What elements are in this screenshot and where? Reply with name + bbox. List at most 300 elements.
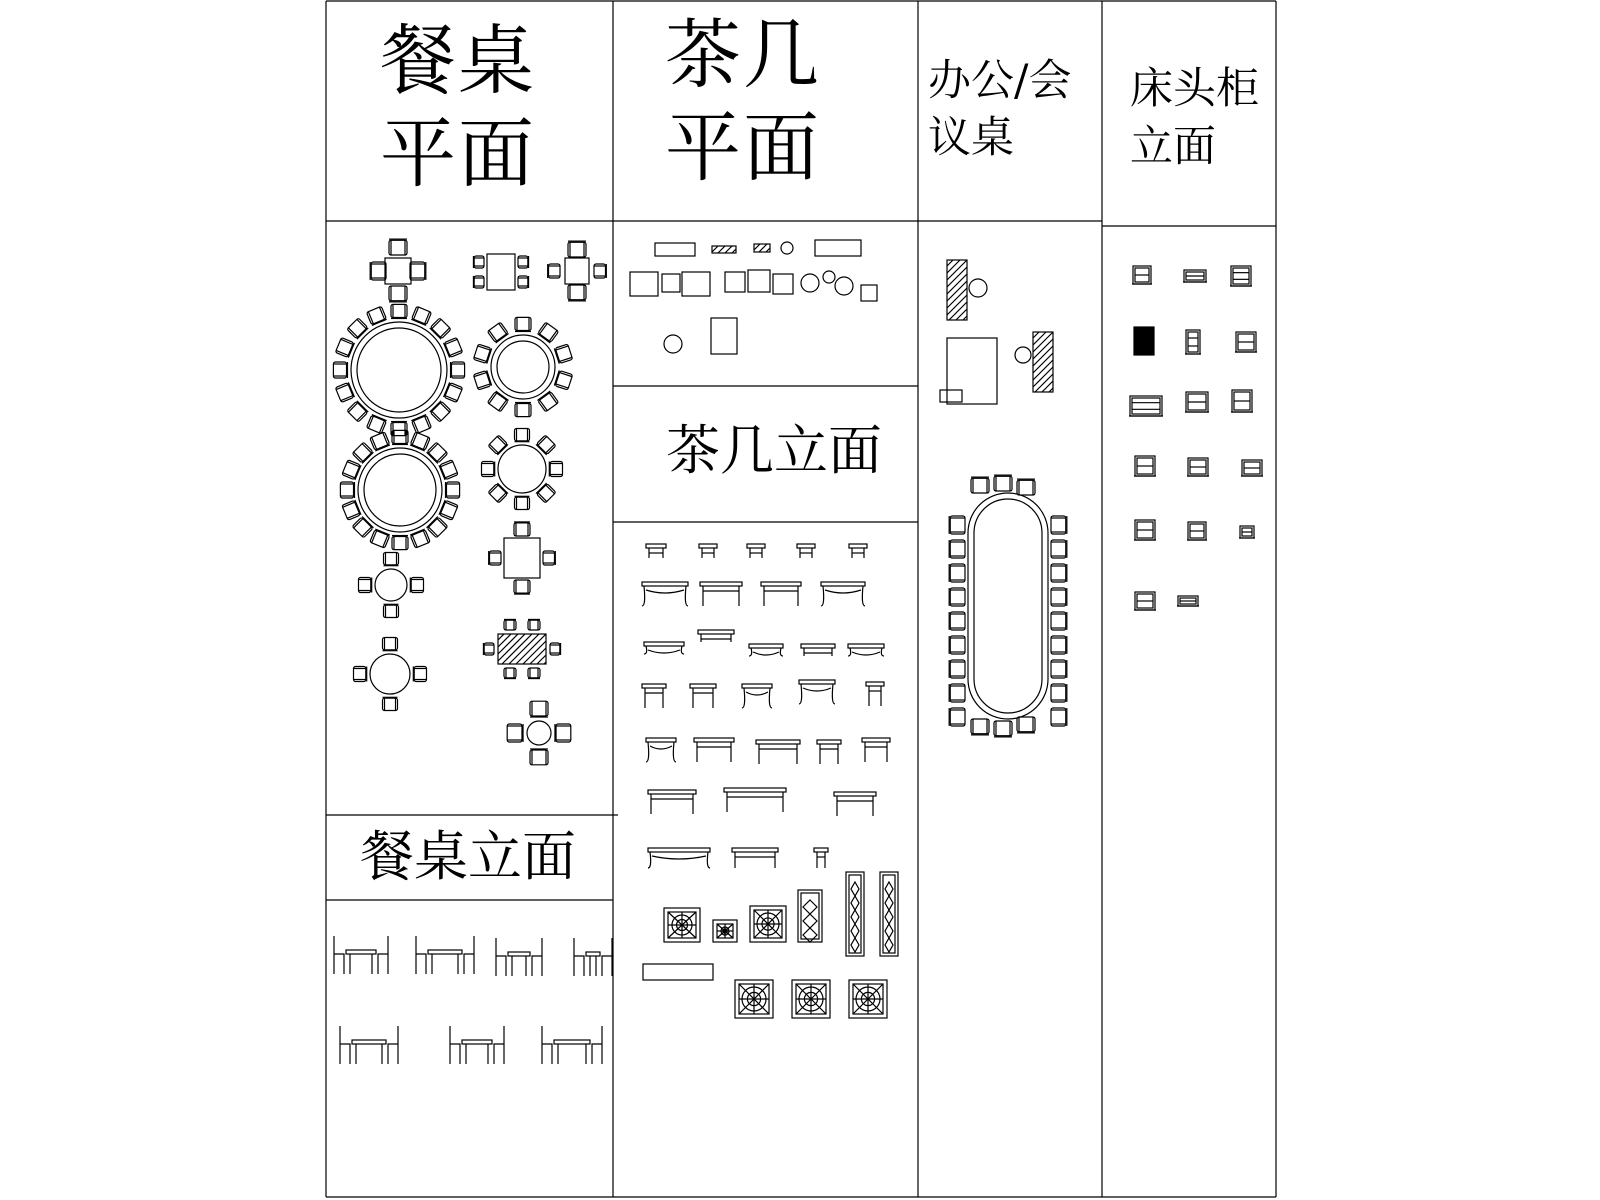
lattice-panel-symbol [750, 906, 786, 942]
cad-line-mark [797, 544, 815, 548]
cad-line-mark [532, 938, 542, 976]
cad-line-mark [494, 1026, 504, 1064]
rect-table-symbol [655, 243, 695, 256]
cad-line-mark [416, 936, 426, 974]
cad-line-mark [410, 432, 430, 451]
cad-line-mark [1017, 480, 1035, 495]
cad-line-mark [549, 462, 562, 477]
cad-line-mark [662, 274, 680, 292]
round-table-symbol [359, 553, 424, 618]
cad-line-mark [848, 644, 884, 648]
cad-line-mark [949, 564, 965, 582]
cad-line-mark [357, 401, 368, 412]
cad-line-mark [568, 242, 586, 257]
cad-line-mark [548, 264, 560, 278]
screen-panel-symbol [846, 872, 864, 956]
cad-line-mark [971, 478, 989, 493]
cad-line-mark [410, 578, 423, 593]
elevation-table-symbol [690, 684, 716, 708]
cad-line-mark [773, 274, 793, 294]
cad-line-mark [340, 482, 354, 498]
cad-line-mark [410, 529, 430, 548]
cad-line-mark [949, 540, 965, 558]
round-table-symbol [507, 701, 571, 765]
bedside-cabinet-symbol [1241, 460, 1263, 476]
rect-table-symbol [630, 272, 658, 296]
cad-line-mark [411, 415, 431, 434]
cad-line-mark [497, 341, 549, 393]
cad-line-mark [367, 306, 387, 325]
cad-line-mark [586, 952, 600, 956]
cad-line-mark [711, 318, 737, 354]
cad-line-mark [496, 938, 506, 976]
elevation-table-symbol [694, 738, 734, 762]
dining-elevation-symbol [340, 1026, 398, 1064]
cad-line-mark [949, 684, 965, 702]
cad-line-mark [1134, 327, 1154, 355]
cad-line-mark [949, 588, 965, 606]
cad-line-mark [994, 475, 1012, 491]
cad-line-mark [536, 444, 547, 455]
cad-line-mark [699, 544, 717, 548]
rect-table-symbol [725, 272, 745, 292]
cad-line-mark [718, 246, 725, 253]
cad-line-mark [1051, 516, 1067, 534]
cad-line-mark [646, 544, 666, 548]
round-table-symbol [340, 430, 459, 549]
elevation-table-symbol [646, 738, 676, 762]
screen-panel-symbol [880, 872, 898, 956]
dining-elevation-symbol [416, 936, 474, 974]
cad-line-mark [384, 553, 399, 566]
cad-line-mark [550, 643, 561, 655]
cad-line-mark [340, 1026, 350, 1064]
cad-line-mark [498, 445, 546, 493]
cad-line-mark [759, 244, 767, 252]
cad-line-mark [746, 692, 768, 695]
cad-line-mark [883, 875, 895, 953]
bedside-elevation-title-line1: 床头柜 [1130, 64, 1259, 114]
cad-line-mark [825, 590, 861, 593]
cad-line-mark [554, 370, 572, 390]
cad-line-mark [528, 668, 540, 679]
bedside-cabinet-symbol [1187, 458, 1209, 476]
cad-line-mark [881, 648, 884, 656]
dining-elevation-symbol [334, 936, 388, 974]
cad-line-mark [1051, 660, 1066, 678]
cad-line-mark [413, 667, 426, 682]
cad-line-mark [389, 239, 407, 255]
cad-line-mark [851, 896, 859, 910]
cad-line-mark [803, 688, 831, 691]
round-table-symbol [333, 304, 464, 435]
cad-line-mark [518, 276, 529, 288]
cad-line-mark [358, 448, 442, 532]
cad-line-mark [747, 544, 765, 548]
cad-line-mark [530, 701, 548, 717]
dining-plan-title-line1: 餐桌 [380, 16, 536, 105]
cad-line-mark [556, 346, 568, 350]
elevation-table-symbol [862, 738, 890, 762]
elevation-table-symbol [801, 644, 835, 656]
bedside-cabinet-symbol [1185, 330, 1201, 354]
rect-table-symbol [370, 239, 426, 302]
cad-line-mark [530, 701, 548, 716]
cad-line-mark [1051, 540, 1066, 558]
cad-line-mark [530, 750, 548, 765]
cad-line-mark [342, 460, 361, 480]
cad-line-mark [504, 619, 516, 630]
cad-line-mark [473, 344, 491, 364]
bedside-cabinet-symbol [1129, 396, 1163, 416]
elevation-table-symbol [849, 544, 867, 558]
cad-line-mark [950, 540, 965, 558]
cad-line-mark [650, 746, 672, 749]
cad-line-mark [527, 721, 551, 745]
cad-line-mark [594, 264, 606, 278]
cad-line-mark [756, 740, 800, 744]
cad-line-mark [862, 738, 890, 742]
cad-line-mark [347, 318, 368, 339]
cad-line-mark [780, 648, 783, 656]
cad-line-mark [464, 936, 474, 974]
rect-table-symbol [861, 285, 877, 301]
cad-line-mark [1051, 564, 1067, 582]
rect-table-symbol [712, 246, 736, 253]
tea-plan-title-line2: 平面 [665, 103, 821, 192]
cad-line-mark [1051, 612, 1066, 630]
cad-line-mark [673, 742, 676, 762]
cad-line-mark [555, 724, 571, 742]
cad-line-mark [602, 938, 612, 976]
cad-line-mark [498, 634, 525, 661]
cad-line-mark [648, 848, 710, 852]
cad-line-mark [821, 586, 824, 606]
cad-line-mark [497, 483, 508, 494]
cad-line-mark [949, 612, 965, 630]
cad-line-mark [642, 586, 645, 606]
cad-line-mark [994, 721, 1012, 737]
cad-line-mark [568, 285, 586, 301]
cad-line-mark [994, 721, 1012, 736]
lattice-panel-symbol [792, 980, 830, 1018]
cad-line-mark [781, 242, 793, 254]
elevation-table-symbol [756, 740, 800, 764]
cad-line-mark [370, 262, 386, 280]
rect-table-symbol [489, 522, 556, 594]
cad-line-mark [536, 483, 547, 494]
cad-line-mark [642, 684, 666, 688]
cad-line-mark [565, 258, 589, 284]
cad-line-mark [483, 643, 494, 655]
cad-line-mark [357, 328, 368, 339]
cad-line-mark [346, 950, 376, 954]
rect-table-symbol [473, 254, 528, 290]
cad-line-mark [444, 382, 463, 402]
cad-line-mark [685, 586, 688, 606]
cad-line-mark [430, 401, 441, 412]
cad-line-mark [515, 496, 530, 509]
cad-line-mark [427, 517, 448, 538]
cad-line-mark [367, 415, 387, 434]
cad-line-mark [1132, 398, 1160, 414]
rect-table-symbol [940, 390, 962, 402]
cad-line-mark [971, 719, 989, 735]
bedside-cabinet-symbol [1132, 266, 1152, 284]
cad-line-mark [537, 484, 556, 503]
cad-line-mark [1033, 332, 1046, 345]
cad-line-mark [439, 460, 458, 480]
cad-line-mark [644, 646, 647, 654]
cad-line-mark [834, 792, 876, 796]
cad-line-mark [504, 538, 540, 578]
cad-line-mark [803, 900, 817, 914]
cad-line-mark [861, 285, 877, 301]
cad-line-mark [560, 373, 572, 377]
cad-line-mark [849, 875, 861, 953]
cad-line-mark [462, 1040, 492, 1044]
cad-line-mark [389, 286, 407, 301]
cad-line-mark [648, 650, 680, 653]
cad-line-mark [821, 582, 865, 586]
cad-line-mark [1188, 332, 1198, 352]
elevation-table-symbol [648, 790, 696, 814]
cad-line-mark [537, 391, 550, 400]
dining-elevation-symbol [450, 1026, 504, 1064]
cad-line-mark [515, 317, 531, 331]
cad-line-mark [370, 654, 410, 694]
cad-line-mark [430, 401, 451, 422]
cad-line-mark [950, 708, 965, 726]
cad-line-mark [389, 240, 407, 255]
cad-line-mark [655, 243, 695, 256]
cad-line-mark [700, 582, 742, 586]
bedside-cabinet-symbol [1235, 332, 1257, 352]
round-table-symbol [354, 638, 427, 711]
cad-line-mark [643, 964, 713, 980]
rect-table-symbol [643, 964, 713, 980]
cad-line-mark [724, 788, 786, 792]
cad-line-mark [950, 516, 965, 534]
cad-line-mark [707, 852, 710, 868]
cad-line-mark [335, 338, 354, 358]
cad-line-mark [514, 522, 530, 536]
cad-line-mark [648, 852, 651, 868]
cad-line-mark [556, 384, 568, 388]
bedside-cabinet-symbol [1231, 390, 1253, 412]
cad-line-mark [574, 938, 584, 976]
cad-line-mark [473, 370, 491, 390]
cad-line-mark [749, 644, 783, 648]
cad-line-mark [450, 1026, 460, 1064]
cad-line-mark [1051, 636, 1066, 654]
cad-line-mark [885, 938, 893, 952]
dining-plan-title-line2: 平面 [380, 109, 536, 198]
cad-line-mark [504, 668, 516, 679]
cad-line-mark [342, 500, 361, 520]
rect-table-symbol [662, 274, 680, 292]
cad-line-mark [940, 390, 962, 402]
screen-panel-symbol [798, 890, 822, 942]
cad-line-mark [498, 634, 511, 647]
cad-line-mark [690, 684, 716, 688]
cad-line-mark [385, 258, 411, 284]
cad-line-mark [410, 262, 425, 280]
rect-table-symbol [483, 619, 560, 678]
cad-line-mark [803, 914, 817, 928]
cad-line-mark [488, 435, 507, 454]
cad-line-mark [568, 285, 586, 300]
elevation-table-symbol [848, 644, 884, 656]
cad-line-mark [950, 636, 965, 654]
elevation-table-symbol [646, 544, 666, 558]
dining-elevation-symbol [542, 1026, 602, 1064]
bedside-cabinet-symbol [1187, 522, 1207, 540]
bedside-cabinet-symbol [1239, 526, 1255, 538]
cad-line-mark [427, 452, 438, 463]
elevation-table-symbol [732, 848, 778, 868]
cad-line-mark [388, 1026, 398, 1064]
lattice-panel-symbol [735, 980, 773, 1018]
bedside-cabinet-symbol [1177, 596, 1199, 606]
cad-line-mark [487, 254, 515, 290]
cad-line-mark [347, 401, 368, 422]
cad-line-mark [1017, 717, 1035, 733]
cad-line-mark [801, 274, 819, 292]
cad-line-mark [384, 604, 399, 617]
cad-line-mark [1051, 588, 1067, 606]
cad-line-mark [848, 648, 851, 656]
cad-line-mark [849, 544, 867, 548]
cad-line-mark [851, 924, 859, 938]
cad-line-mark [851, 938, 859, 952]
rect-table-symbol [815, 240, 861, 256]
cad-line-mark [832, 684, 835, 704]
rect-table-symbol [773, 274, 793, 294]
cad-line-mark [799, 684, 802, 704]
rect-table-symbol [711, 318, 737, 354]
cad-line-mark [851, 910, 859, 924]
cad-line-mark [1051, 660, 1067, 678]
cad-line-mark [351, 322, 447, 418]
cad-line-mark [554, 344, 572, 364]
bedside-cabinet-symbol [1230, 266, 1252, 286]
cad-line-mark [362, 517, 373, 528]
cad-line-mark [1051, 516, 1066, 534]
cad-line-mark [427, 442, 448, 463]
cad-line-mark [950, 612, 965, 630]
cad-line-mark [971, 719, 989, 734]
cad-line-mark [439, 500, 458, 520]
bedside-cabinet-symbol [1134, 592, 1156, 610]
cad-line-mark [1231, 266, 1251, 286]
elevation-table-symbol [724, 788, 786, 812]
cad-line-mark [1033, 332, 1039, 338]
cad-line-mark [803, 928, 817, 942]
cad-line-mark [769, 688, 772, 708]
cad-line-mark [352, 1040, 386, 1044]
cad-line-mark [378, 936, 388, 974]
elevation-table-symbol [821, 582, 865, 606]
cad-line-mark [497, 444, 508, 455]
cad-line-mark [515, 429, 530, 442]
cad-line-mark [473, 276, 484, 288]
cad-line-mark [799, 680, 835, 684]
cad-line-mark [950, 588, 965, 606]
cad-line-mark [537, 334, 550, 343]
elevation-table-symbol [698, 630, 734, 642]
cad-line-mark [518, 256, 529, 268]
cad-line-mark [725, 246, 732, 253]
cad-line-mark [947, 338, 997, 404]
elevation-table-symbol [642, 582, 688, 606]
cad-line-mark [498, 634, 504, 640]
cad-line-mark [357, 328, 441, 412]
bedside-cabinet-symbol [1134, 520, 1156, 540]
cad-line-mark [354, 667, 367, 682]
cad-line-mark [968, 493, 1048, 719]
rect-table-symbol [748, 270, 770, 292]
cad-line-mark [885, 910, 893, 924]
cad-line-mark [444, 338, 463, 358]
bedside-cabinet-symbol [1134, 456, 1156, 476]
lattice-panel-symbol [664, 908, 700, 942]
cad-line-mark [815, 240, 861, 256]
cad-line-mark [1051, 708, 1066, 726]
cad-line-mark [430, 318, 451, 339]
cad-line-mark [592, 1026, 602, 1064]
cad-line-mark [835, 277, 853, 295]
cad-line-mark [383, 638, 398, 651]
cad-line-mark [473, 256, 484, 268]
cad-line-mark [491, 335, 555, 399]
cad-line-mark [333, 362, 347, 378]
cad-line-mark [489, 551, 501, 565]
cad-line-mark [885, 924, 893, 938]
cad-line-mark [1051, 684, 1066, 702]
cad-line-mark [1051, 612, 1067, 630]
cad-line-mark [652, 856, 706, 859]
cad-line-mark [642, 582, 688, 586]
cad-line-mark [391, 422, 407, 436]
cad-line-mark [761, 582, 801, 586]
cad-line-mark [852, 652, 880, 655]
cad-line-mark [543, 551, 555, 565]
cad-line-mark [742, 684, 772, 688]
cad-line-mark [430, 328, 441, 339]
cad-line-mark [732, 848, 778, 852]
cad-line-mark [335, 382, 354, 402]
cad-line-mark [410, 262, 426, 280]
cad-line-mark [389, 286, 407, 302]
cad-line-mark [862, 586, 865, 606]
rect-table-symbol [754, 244, 770, 252]
cad-line-mark [754, 244, 760, 250]
cad-line-mark [1033, 332, 1053, 392]
cad-line-mark [392, 536, 408, 550]
cad-line-mark [474, 357, 486, 361]
cad-line-mark [1017, 717, 1035, 732]
cad-line-mark [994, 476, 1012, 491]
tea-plan-title-line1: 茶几 [665, 10, 821, 99]
cad-line-mark [391, 304, 407, 318]
elevation-table-symbol [797, 544, 815, 558]
cad-line-mark [508, 952, 530, 956]
elevation-table-symbol [747, 544, 765, 558]
elevation-table-symbol [749, 644, 783, 656]
cad-line-mark [851, 882, 859, 896]
bedside-cabinet-symbol [1134, 327, 1154, 355]
